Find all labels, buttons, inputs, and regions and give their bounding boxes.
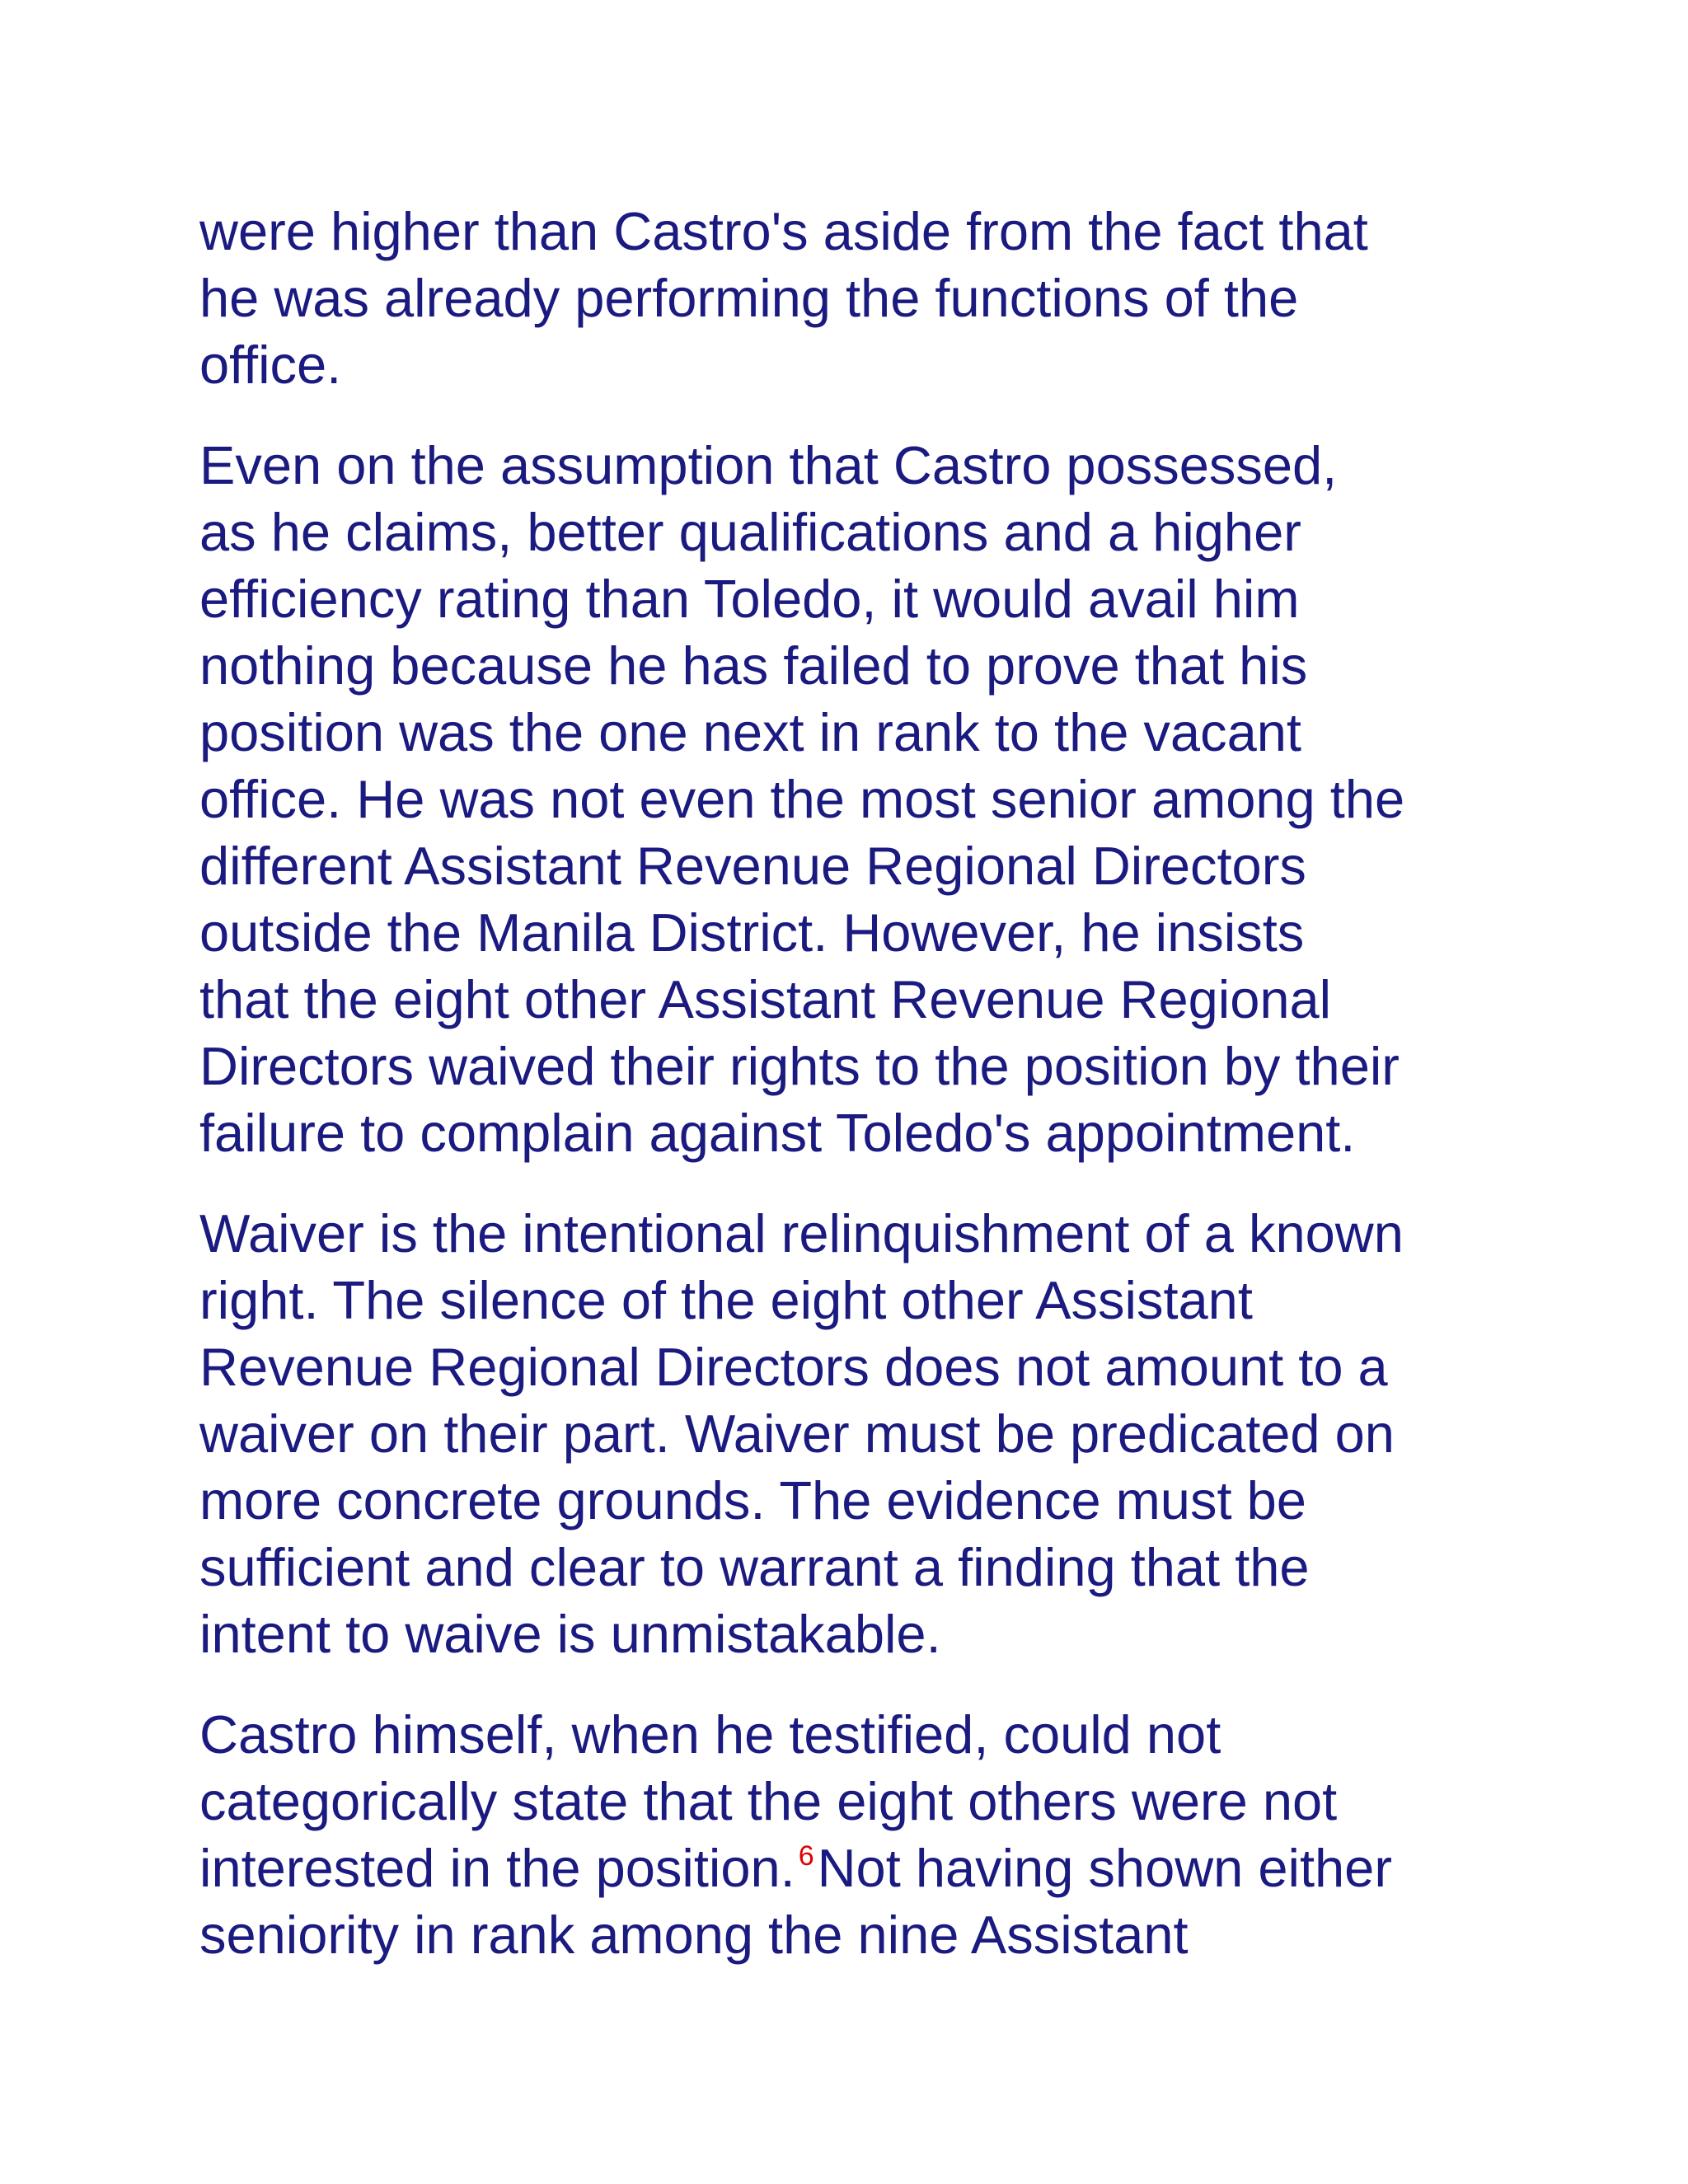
- text-segment: interested in the position.: [199, 1838, 795, 1898]
- text-line: office. He was not even the most senior among the: [199, 769, 1405, 829]
- text-line: failure to complain against Toledo's appointment.: [199, 1103, 1356, 1163]
- text-line: office.: [199, 335, 342, 395]
- text-line: that the eight other Assistant Revenue Regional: [199, 969, 1332, 1029]
- text-line: outside the Manila District. However, he insists: [199, 902, 1305, 963]
- text-line-with-footnote: [199, 1835, 1526, 1901]
- text-segment: Not having shown either: [817, 1838, 1392, 1898]
- text-line: more concrete grounds. The evidence must be: [199, 1470, 1306, 1530]
- paragraph-3: [199, 1200, 1526, 1667]
- paragraph-4: [199, 1701, 1526, 1968]
- text-line: Castro himself, when he testified, could not: [199, 1704, 1221, 1765]
- text-line: were higher than Castro's aside from the fact that: [199, 201, 1368, 261]
- text-line: he was already performing the functions of the: [199, 268, 1299, 328]
- text-line: Directors waived their rights to the position by their: [199, 1036, 1400, 1096]
- text-line: different Assistant Revenue Regional Directors: [199, 836, 1306, 896]
- text-line: nothing because he has failed to prove that his: [199, 635, 1308, 696]
- text-line: Even on the assumption that Castro possessed,: [199, 435, 1338, 495]
- text-line: categorically state that the eight others were not: [199, 1771, 1338, 1831]
- text-line: waiver on their part. Waiver must be predicated on: [199, 1404, 1395, 1464]
- text-line: as he claims, better qualifications and a higher: [199, 502, 1301, 562]
- text-line: seniority in rank among the nine Assistant: [199, 1905, 1189, 1965]
- text-line: right. The silence of the eight other Assistant: [199, 1270, 1253, 1330]
- paragraph-2: [199, 432, 1526, 1166]
- text-line: efficiency rating than Toledo, it would avail him: [199, 569, 1300, 629]
- text-line: Waiver is the intentional relinquishment of a known: [199, 1203, 1404, 1263]
- footnote-marker[interactable]: 6: [798, 1840, 814, 1872]
- document-body: [199, 198, 1526, 2002]
- paragraph-1: [199, 198, 1526, 398]
- text-line: intent to waive is unmistakable.: [199, 1604, 941, 1664]
- text-line: Revenue Regional Directors does not amount to a: [199, 1337, 1388, 1397]
- text-line: position was the one next in rank to the vacant: [199, 702, 1301, 762]
- text-line: sufficient and clear to warrant a finding that the: [199, 1537, 1310, 1597]
